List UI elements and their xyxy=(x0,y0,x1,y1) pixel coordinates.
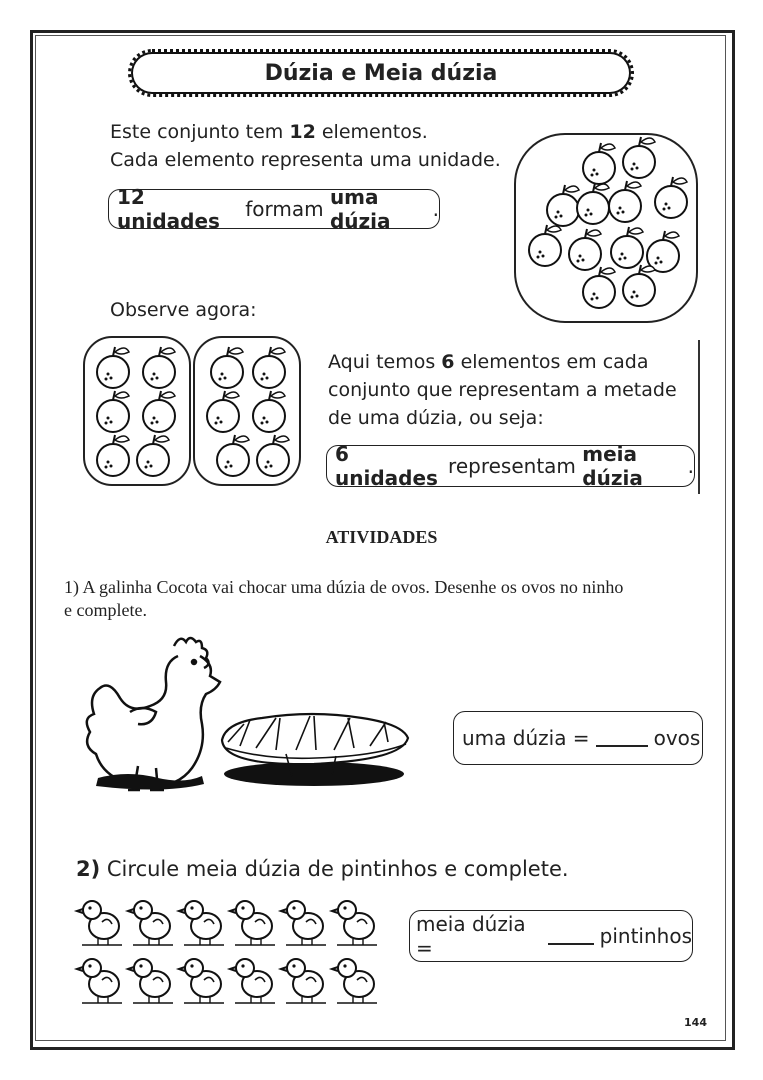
answer-blank[interactable] xyxy=(596,729,648,747)
apple-icon xyxy=(207,391,239,432)
hen-illustration xyxy=(78,632,218,792)
apple-icon xyxy=(609,181,641,222)
apple-icon xyxy=(217,435,249,476)
chick-icon[interactable] xyxy=(281,959,326,1003)
apple-icon xyxy=(137,435,169,476)
dozen-definition-box: 12 unidades formam uma dúzia . xyxy=(108,189,440,229)
page-title: Dúzia e Meia dúzia xyxy=(128,49,634,97)
chick-icon[interactable] xyxy=(281,901,326,945)
apple-icon xyxy=(583,267,615,308)
apple-icon xyxy=(529,225,561,266)
page-number: 144 xyxy=(684,1016,707,1029)
chick-icon[interactable] xyxy=(179,901,224,945)
question-1-text: 1) A galinha Cocota vai chocar uma dúzia de ovos. Desenhe os ovos no ninho e complete. xyxy=(64,577,624,620)
question-1-answer-box: uma dúzia = ovos xyxy=(453,711,703,765)
apple-icon xyxy=(569,229,601,270)
apple-icon xyxy=(623,137,655,178)
chick-icon[interactable] xyxy=(77,901,122,945)
half-dozen-definition-box: 6 unidades representam meia dúzia . xyxy=(326,445,695,487)
apple-icon xyxy=(257,435,289,476)
chick-icon[interactable] xyxy=(128,959,173,1003)
chick-icon[interactable] xyxy=(128,901,173,945)
question-2-answer-box: meia dúzia = pintinhos xyxy=(409,910,693,962)
apple-icon xyxy=(611,227,643,268)
apple-icon xyxy=(97,435,129,476)
apple-icon xyxy=(253,347,285,388)
apple-icon xyxy=(211,347,243,388)
half-explanation: Aqui temos 6 elementos em cada conjunto que representam a metade de uma dúzia, ou seja: xyxy=(328,351,677,429)
apple-icon xyxy=(143,347,175,388)
activities-heading: ATIVIDADES xyxy=(325,527,438,547)
chicks-grid xyxy=(78,892,408,1010)
apple-icon xyxy=(143,391,175,432)
apple-icon xyxy=(97,391,129,432)
chick-icon[interactable] xyxy=(230,959,275,1003)
observe-label: Observe agora: xyxy=(110,299,257,321)
question-2-text: 2) Circule meia dúzia de pintinhos e complete. xyxy=(76,857,569,881)
apple-icon xyxy=(253,391,285,432)
nest-illustration xyxy=(216,712,414,788)
apple-icon xyxy=(97,347,129,388)
apple-icon xyxy=(623,265,655,306)
chick-icon[interactable] xyxy=(332,901,377,945)
divider xyxy=(698,340,700,494)
apple-icon xyxy=(547,185,579,226)
chick-icon[interactable] xyxy=(179,959,224,1003)
chick-icon[interactable] xyxy=(332,959,377,1003)
apple-icon xyxy=(583,143,615,184)
chick-icon[interactable] xyxy=(230,901,275,945)
apple-set-twelve xyxy=(513,132,699,324)
answer-blank[interactable] xyxy=(548,927,594,945)
apple-set-six-left xyxy=(83,336,193,488)
apple-icon xyxy=(577,183,609,224)
intro-text: Este conjunto tem 12 elementos. Cada elemento representa uma unidade. xyxy=(110,121,501,171)
chick-icon[interactable] xyxy=(77,959,122,1003)
apple-set-six-right xyxy=(193,336,303,488)
apple-icon xyxy=(655,177,687,218)
